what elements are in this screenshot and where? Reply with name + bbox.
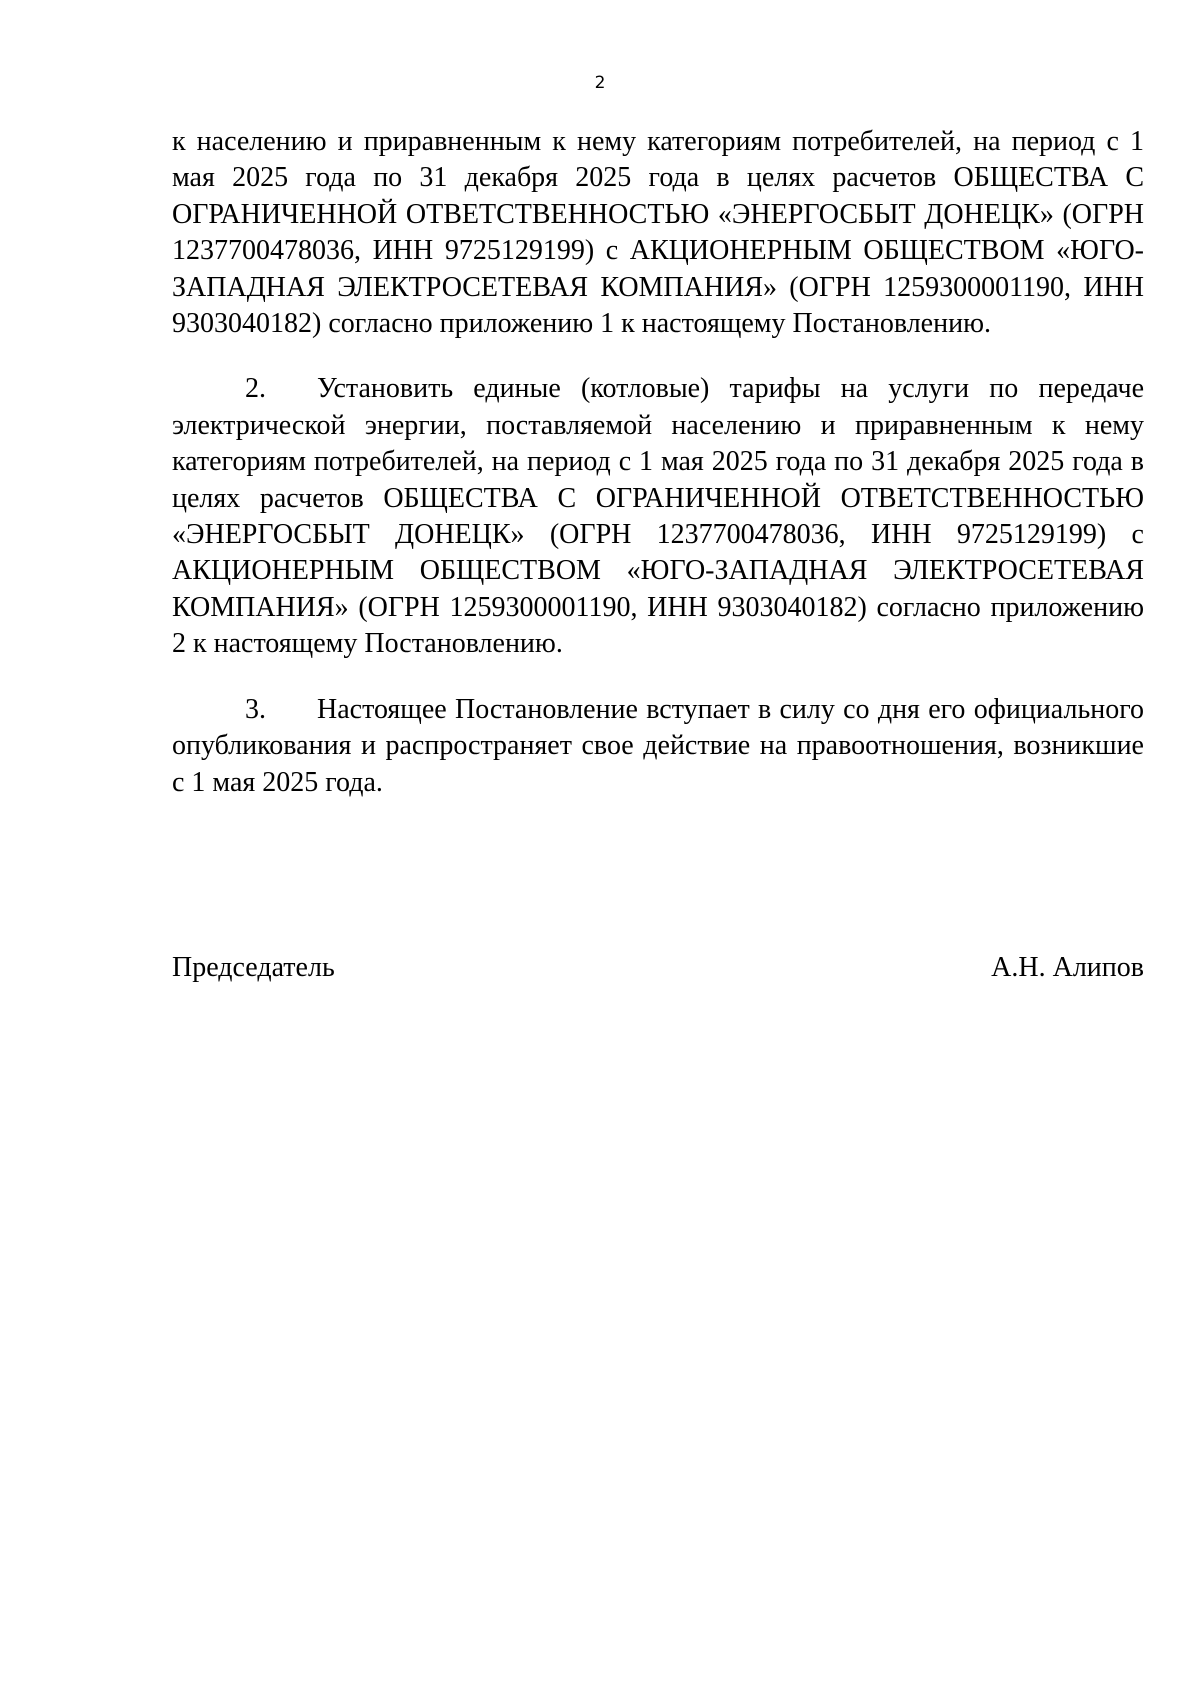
paragraph-text: Настоящее Постановление вступает в силу со дня его официального опубликования и распространяет свое действие на правоотношения, возникшие с 1 мая 2025 года. xyxy=(172,693,1144,798)
paragraph-text: Установить единые (котловые) тарифы на услуги по передаче электрической энергии, поставляемой населению и приравненным к нему категориям потребителей, на период с 1 мая 2025 года по 31 декабря 2025 года в целях расчетов ОБЩЕСТВА С ОГРАНИЧЕННОЙ ОТВЕТСТВЕННОСТЬЮ «ЭНЕРГОСБЫТ ДОНЕЦК» (ОГРН 1237700478036, ИНН 9725129199) с АКЦИОНЕРНЫМ ОБЩЕСТВОМ «ЮГО-ЗАПАДНАЯ ЭЛЕКТРОСЕТЕВАЯ КОМПАНИЯ» (ОГРН 1259300001190, ИНН 9303040182) согласно приложению 2 к настоящему Постановлению. xyxy=(172,373,1144,660)
paragraph-text: к населению и приравненным к нему категориям потребителей, на период с 1 мая 2025 года по 31 декабря 2025 года в целях расчетов ОБЩЕСТВА С ОГРАНИЧЕННОЙ ОТВЕТСТВЕННОСТЬЮ «ЭНЕРГОСБЫТ ДОНЕЦК» (ОГРН 1237700478036, ИНН 9725129199) с АКЦИОНЕРНЫМ ОБЩЕСТВОМ «ЮГО-ЗАПАДНАЯ ЭЛЕКТРОСЕТЕВАЯ КОМПАНИЯ» (ОГРН 1259300001190, ИНН 9303040182) согласно приложению 1 к настоящему Постановлению. xyxy=(172,126,1144,340)
signatory-position: Председатель xyxy=(172,952,335,983)
signatory-name: А.Н. Алипов xyxy=(991,952,1144,983)
paragraph-continuation xyxy=(172,124,1144,342)
page-number: 2 xyxy=(594,73,606,93)
paragraph-number: 2. xyxy=(245,373,266,405)
paragraph-2 xyxy=(172,371,1144,662)
document-body xyxy=(172,124,1144,801)
paragraph-number: 3. xyxy=(245,693,266,725)
paragraph-3 xyxy=(172,692,1144,801)
